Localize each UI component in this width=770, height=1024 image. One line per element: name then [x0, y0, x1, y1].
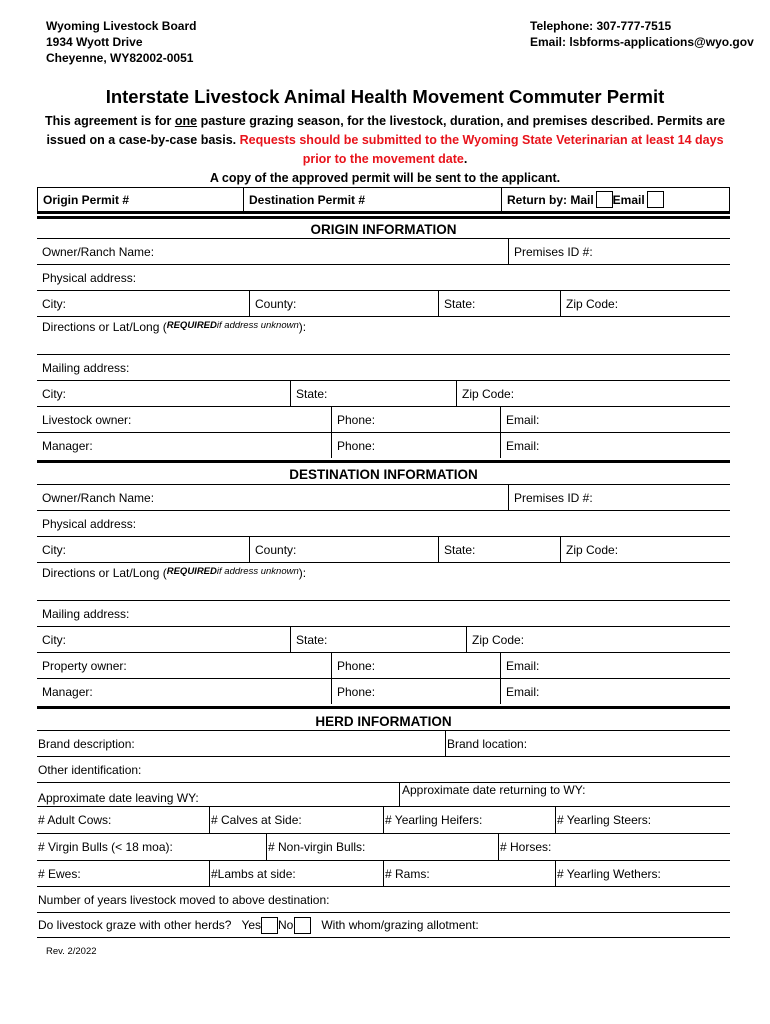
origin-mail-zip-field[interactable]: Zip Code: — [456, 381, 730, 406]
revision-date: Rev. 2/2022 — [46, 946, 97, 957]
rams-field[interactable]: # Rams: — [383, 861, 555, 886]
dest-city-row — [37, 536, 730, 562]
dest-if-unknown: if address unknown — [216, 566, 299, 577]
dest-manager-field[interactable]: Manager: — [42, 684, 93, 699]
origin-manager-email-field[interactable]: Email: — [500, 433, 730, 458]
origin-premises-field[interactable]: Premises ID #: — [508, 239, 730, 264]
dest-property-owner-row — [37, 652, 730, 678]
graze-question-label: Do livestock graze with other herds? — [38, 918, 232, 932]
dest-mail-state-field[interactable]: State: — [290, 627, 466, 652]
nonvirgin-bulls-field[interactable]: # Non-virgin Bulls: — [266, 834, 498, 860]
origin-if-unknown: if address unknown — [216, 320, 299, 331]
origin-mail-state-field[interactable]: State: — [290, 381, 456, 406]
origin-directions-field[interactable] — [37, 317, 730, 354]
herd-heading: HERD INFORMATION — [37, 706, 730, 730]
origin-mail-city-row — [37, 380, 730, 406]
origin-heading: ORIGIN INFORMATION — [37, 216, 730, 240]
brand-location-field[interactable]: Brand location: — [445, 731, 730, 756]
destination-permit-field[interactable]: Destination Permit # — [243, 188, 501, 211]
herd-years-row — [37, 886, 730, 912]
intro-deadline: Requests should be submitted to the Wyoming State Veterinarian at least 14 days prior to the movement date — [239, 133, 724, 166]
origin-directions-close: ): — [298, 320, 307, 334]
dest-mail-city-field[interactable]: City: — [42, 632, 66, 647]
permit-row — [37, 187, 730, 214]
other-identification-field[interactable]: Other identification: — [38, 762, 142, 777]
dest-mailing-field[interactable]: Mailing address: — [42, 606, 130, 621]
yearling-heifers-field[interactable]: # Yearling Heifers: — [383, 807, 555, 833]
date-returning-field[interactable]: Approximate date returning to WY: — [399, 783, 730, 806]
dest-phone-field[interactable]: Phone: — [331, 653, 500, 678]
dest-physical-field[interactable]: Physical address: — [42, 516, 137, 531]
dest-owner-field[interactable]: Owner/Ranch Name: — [42, 490, 155, 505]
adult-cows-field[interactable]: # Adult Cows: — [38, 813, 112, 827]
origin-required-label: REQUIRED — [166, 320, 217, 331]
dest-owner-row — [37, 484, 730, 510]
origin-manager-phone-field[interactable]: Phone: — [331, 433, 500, 458]
herd-dates-row — [37, 782, 730, 806]
dest-email-field[interactable]: Email: — [500, 653, 730, 678]
yes-label: Yes — [241, 918, 262, 932]
intro-part2: pasture grazing season, for the livestock, duration, and premises described. Permits are issued on a case-by-case basis. — [46, 114, 726, 147]
yearling-wethers-field[interactable]: # Yearling Wethers: — [555, 861, 730, 886]
graze-question — [37, 913, 730, 937]
yearling-steers-field[interactable]: # Yearling Steers: — [555, 807, 730, 833]
dest-directions-label: Directions or Lat/Long ( — [42, 566, 167, 580]
lambs-at-side-field[interactable]: #Lambs at side: — [209, 861, 383, 886]
herd-bulls-row — [37, 833, 730, 860]
intro-text — [40, 112, 730, 188]
intro-part1: This agreement is for — [44, 114, 175, 128]
dest-manager-phone-field[interactable]: Phone: — [331, 679, 500, 704]
intro-one: one — [174, 114, 198, 128]
origin-city-row — [37, 290, 730, 316]
intro-end: . — [463, 152, 468, 166]
origin-email-field[interactable]: Email: — [500, 407, 730, 432]
horses-field[interactable]: # Horses: — [498, 834, 730, 860]
org-street: 1934 Wyott Drive — [46, 35, 143, 49]
dest-mail-zip-field[interactable]: Zip Code: — [466, 627, 730, 652]
herd-brand-row — [37, 730, 730, 756]
return-by-email-label: Email — [612, 192, 645, 207]
origin-directions-label: Directions or Lat/Long ( — [42, 320, 167, 334]
brand-description-field[interactable]: Brand description: — [38, 736, 135, 751]
email-checkbox[interactable] — [647, 191, 664, 208]
intro-copy-note: A copy of the approved permit will be sent to the applicant. — [209, 171, 561, 185]
mail-checkbox[interactable] — [596, 191, 613, 208]
years-moved-field[interactable]: Number of years livestock moved to above destination: — [38, 892, 330, 907]
dest-mailing-row — [37, 600, 730, 626]
dest-manager-row — [37, 678, 730, 704]
dest-required-label: REQUIRED — [166, 566, 217, 577]
dest-mail-city-row — [37, 626, 730, 652]
org-address — [46, 18, 196, 66]
origin-manager-row — [37, 432, 730, 458]
origin-physical-field[interactable]: Physical address: — [42, 270, 137, 285]
ewes-field[interactable]: # Ewes: — [38, 866, 81, 881]
dest-directions-field[interactable] — [37, 563, 730, 600]
org-city: Cheyenne, WY82002-0051 — [46, 51, 194, 65]
origin-mailing-field[interactable]: Mailing address: — [42, 360, 130, 375]
origin-county-field[interactable]: County: — [249, 291, 438, 316]
contact-email: Email: lsbforms-applications@wyo.gov — [530, 35, 754, 49]
date-leaving-field[interactable]: Approximate date leaving WY: — [38, 791, 199, 805]
origin-physical-row — [37, 264, 730, 290]
origin-state-field[interactable]: State: — [438, 291, 560, 316]
origin-mail-city-field[interactable]: City: — [42, 386, 66, 401]
with-whom-field[interactable]: With whom/grazing allotment: — [321, 918, 479, 932]
origin-directions-row — [37, 316, 730, 354]
dest-manager-email-field[interactable]: Email: — [500, 679, 730, 704]
dest-directions-close: ): — [298, 566, 307, 580]
calves-at-side-field[interactable]: # Calves at Side: — [209, 807, 383, 833]
origin-manager-field[interactable]: Manager: — [42, 438, 93, 453]
herd-cattle-row — [37, 806, 730, 833]
origin-owner-row — [37, 238, 730, 264]
dest-city-field[interactable]: City: — [42, 542, 66, 557]
dest-directions-row — [37, 562, 730, 600]
origin-permit-field[interactable]: Origin Permit # — [43, 192, 130, 207]
no-checkbox[interactable] — [294, 917, 311, 934]
origin-livestock-owner-field[interactable]: Livestock owner: — [42, 412, 132, 427]
dest-premises-field[interactable]: Premises ID #: — [508, 485, 730, 510]
contact-info — [530, 18, 754, 50]
herd-graze-row — [37, 912, 730, 938]
herd-sheep-row — [37, 860, 730, 886]
org-name: Wyoming Livestock Board — [46, 19, 197, 33]
origin-livestock-owner-row — [37, 406, 730, 432]
return-by-field — [501, 188, 729, 211]
virgin-bulls-field[interactable]: # Virgin Bulls (< 18 moa): — [38, 840, 173, 854]
no-label: No — [278, 918, 294, 932]
origin-owner-field[interactable]: Owner/Ranch Name: — [42, 244, 155, 259]
dest-state-field[interactable]: State: — [438, 537, 560, 562]
dest-property-owner-field[interactable]: Property owner: — [42, 658, 127, 673]
destination-heading: DESTINATION INFORMATION — [37, 460, 730, 484]
dest-physical-row — [37, 510, 730, 536]
origin-mailing-row — [37, 354, 730, 380]
origin-zip-field[interactable]: Zip Code: — [560, 291, 730, 316]
return-by-mail-label: Return by: Mail — [507, 192, 594, 207]
dest-county-field[interactable]: County: — [249, 537, 438, 562]
telephone: Telephone: 307-777-7515 — [530, 19, 672, 33]
origin-city-field[interactable]: City: — [42, 296, 66, 311]
yes-checkbox[interactable] — [261, 917, 278, 934]
form-title: Interstate Livestock Animal Health Movement Commuter Permit — [105, 86, 665, 107]
origin-phone-field[interactable]: Phone: — [331, 407, 500, 432]
herd-other-id-row — [37, 756, 730, 782]
dest-zip-field[interactable]: Zip Code: — [560, 537, 730, 562]
